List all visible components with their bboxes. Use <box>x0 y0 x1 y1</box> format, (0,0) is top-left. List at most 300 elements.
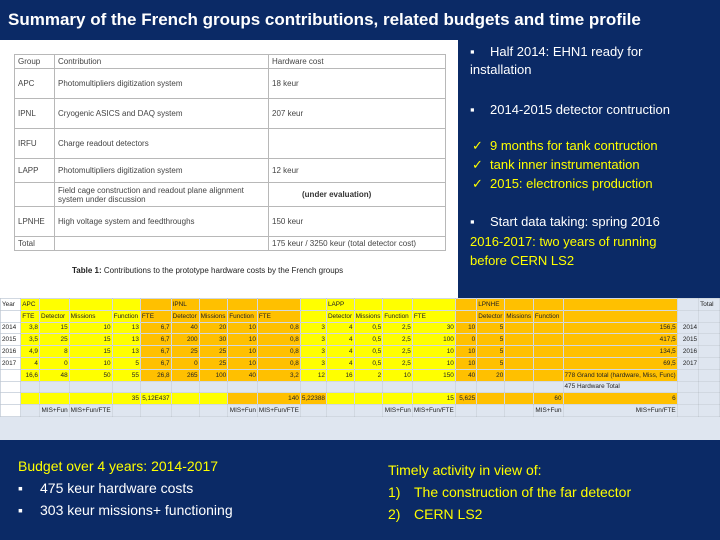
budget-cell: Missions <box>354 310 383 322</box>
budget-cell: 30 <box>412 322 455 334</box>
budget-cell: LAPP <box>326 299 354 311</box>
budget-cell: 15 <box>39 322 69 334</box>
contribution-cell: Charge readout detectors <box>55 129 269 159</box>
budget-cell <box>677 405 698 417</box>
budget-grid-row <box>1 322 720 334</box>
budget-cell: Detector <box>477 310 505 322</box>
budget-grid-row <box>1 405 720 417</box>
budget-cell: 10 <box>228 346 258 358</box>
budget-cell <box>505 334 534 346</box>
budget-cell: 5 <box>477 346 505 358</box>
budget-grid-row <box>1 357 720 369</box>
budget-cell: 0,8 <box>257 322 300 334</box>
budget-cell <box>21 405 40 417</box>
budget-cell: Year <box>1 299 21 311</box>
budget-cell: 0,8 <box>257 346 300 358</box>
group-cell: IPNL <box>15 99 55 129</box>
budget-cell <box>199 405 228 417</box>
slide-title: Summary of the French groups contributions, related budgets and time profile <box>8 10 641 29</box>
budget-cell: 134,5 <box>563 346 677 358</box>
budget-cell <box>477 393 505 405</box>
budget-grid-row <box>1 369 720 381</box>
budget-cell <box>677 369 698 381</box>
budget-cell: 5,12E437 <box>140 393 171 405</box>
activity-item <box>388 506 482 522</box>
budget-cell: 6,7 <box>140 346 171 358</box>
budget-cell: MIS+Fun <box>533 405 563 417</box>
table-row <box>15 129 446 159</box>
budget-cell: 5 <box>477 357 505 369</box>
budget-cell <box>140 405 171 417</box>
budget-cell <box>1 393 21 405</box>
budget-cell: 100 <box>412 334 455 346</box>
budget-cell: 10 <box>69 322 112 334</box>
budget-cell: MIS+Fun/FTE <box>69 405 112 417</box>
cost-cell: 207 keur <box>269 99 446 129</box>
contribution-cell: Field cage construction and readout plane alignment system under discussion <box>55 183 269 207</box>
timeline-text: before CERN LS2 <box>470 253 575 268</box>
budget-cell: 0,5 <box>354 322 383 334</box>
budget-cell: FTE <box>257 310 300 322</box>
budget-cell <box>699 310 720 322</box>
budget-cell <box>69 393 112 405</box>
budget-grid-row <box>1 381 720 393</box>
cost-cell <box>269 183 446 207</box>
budget-cell: 140 <box>257 393 300 405</box>
budget-cell: 2017 <box>1 357 21 369</box>
budget-cell: 3 <box>300 346 326 358</box>
item-number: 1) <box>388 484 401 500</box>
budget-cell: 10 <box>412 357 455 369</box>
budget-cell <box>533 322 563 334</box>
budget-cell: 6 <box>563 393 677 405</box>
budget-cell: 10 <box>69 357 112 369</box>
budget-cell <box>354 299 383 311</box>
budget-cell <box>1 369 21 381</box>
budget-cell: 5 <box>477 334 505 346</box>
summary-panel <box>0 440 720 540</box>
budget-cell: 20 <box>477 369 505 381</box>
budget-cell: FTE <box>412 310 455 322</box>
budget-cell: 55 <box>112 369 140 381</box>
budget-cell: 5 <box>112 357 140 369</box>
budget-cell <box>677 310 698 322</box>
budget-cell: 6,7 <box>140 334 171 346</box>
budget-cell <box>699 357 720 369</box>
header-contribution: Contribution <box>55 55 269 69</box>
budget-cell: Function <box>533 310 563 322</box>
check-text: 9 months for tank contruction <box>490 138 658 153</box>
budget-cell <box>326 405 354 417</box>
budget-cell: 778 Grand total (hardware, Miss, Func) <box>563 369 677 381</box>
budget-cell <box>412 299 455 311</box>
budget-cell: 4 <box>326 357 354 369</box>
budget-cell: 2,5 <box>383 334 413 346</box>
budget-cell <box>354 405 383 417</box>
budget-cell <box>563 299 677 311</box>
caption-label: Table 1: <box>72 266 102 275</box>
budget-cell: Detector <box>326 310 354 322</box>
budget-cell: 2,5 <box>383 346 413 358</box>
budget-cell <box>477 381 505 393</box>
table-row <box>15 159 446 183</box>
budget-cell: 3,2 <box>257 369 300 381</box>
budget-cell: 10 <box>228 334 258 346</box>
budget-cell: Missions <box>505 310 534 322</box>
budget-cell: 2016 <box>1 346 21 358</box>
budget-item <box>18 502 233 518</box>
cost-cell <box>269 129 446 159</box>
budget-cell: 12 <box>300 369 326 381</box>
budget-cell: LPNHE <box>477 299 505 311</box>
budget-cell: 2014 <box>677 322 698 334</box>
budget-cell <box>199 393 228 405</box>
budget-cell: 265 <box>171 369 199 381</box>
budget-cell: 150 <box>412 369 455 381</box>
contribution-cell: Cryogenic ASICS and DAQ system <box>55 99 269 129</box>
header-hardware-cost: Hardware cost <box>269 55 446 69</box>
budget-cell: 156,5 <box>563 322 677 334</box>
timeline-item <box>470 44 642 59</box>
budget-cell: Detector <box>39 310 69 322</box>
budget-cell: MIS+Fun/FTE <box>412 405 455 417</box>
budget-cell: Missions <box>69 310 112 322</box>
budget-cell: Function <box>112 310 140 322</box>
budget-cell: 5,22388 <box>300 393 326 405</box>
contribution-cell <box>55 237 269 251</box>
budget-cell: 0,5 <box>354 334 383 346</box>
budget-cell: 3,5 <box>21 334 40 346</box>
budget-cell: 40 <box>228 369 258 381</box>
budget-cell: 4,9 <box>21 346 40 358</box>
budget-cell: 13 <box>112 334 140 346</box>
budget-cell <box>171 405 199 417</box>
budget-cell <box>21 381 40 393</box>
group-cell: APC <box>15 69 55 99</box>
budget-cell: 0 <box>171 357 199 369</box>
budget-cell: 0 <box>39 357 69 369</box>
budget-cell: 5 <box>477 322 505 334</box>
budget-cell <box>69 381 112 393</box>
timeline-text: Start data taking: spring 2016 <box>490 214 660 229</box>
budget-cell <box>300 310 326 322</box>
budget-cell: 6,7 <box>140 322 171 334</box>
budget-cell <box>677 381 698 393</box>
table-caption <box>72 266 343 275</box>
budget-cell: 5,625 <box>455 393 476 405</box>
budget-cell: 4 <box>326 322 354 334</box>
budget-cell <box>477 405 505 417</box>
budget-cell <box>326 393 354 405</box>
budget-cell: IPNL <box>171 299 199 311</box>
budget-cell <box>505 381 534 393</box>
budget-cell <box>455 299 476 311</box>
timeline-text: 2014-2015 detector contruction <box>490 102 670 117</box>
budget-cell: 25 <box>199 357 228 369</box>
budget-cell <box>300 405 326 417</box>
budget-cell <box>228 299 258 311</box>
check-item <box>472 176 653 192</box>
budget-cell <box>300 299 326 311</box>
budget-cell: 475 Hardware Total <box>563 381 677 393</box>
budget-cell <box>455 381 476 393</box>
budget-cell <box>199 381 228 393</box>
budget-cell: FTE <box>21 310 40 322</box>
budget-cell <box>228 393 258 405</box>
budget-cell: 10 <box>455 322 476 334</box>
budget-cell: Detector <box>171 310 199 322</box>
budget-cell: APC <box>21 299 40 311</box>
budget-cell: 100 <box>199 369 228 381</box>
budget-cell: 200 <box>171 334 199 346</box>
budget-cell: 10 <box>455 357 476 369</box>
budget-cell <box>505 346 534 358</box>
cost-cell: 12 keur <box>269 159 446 183</box>
budget-cell: 13 <box>112 346 140 358</box>
group-cell: IRFU <box>15 129 55 159</box>
budget-cell <box>677 299 698 311</box>
budget-cell: 40 <box>171 322 199 334</box>
budget-cell: 40 <box>455 369 476 381</box>
square-bullet-icon: ▪ <box>18 480 23 496</box>
budget-cell: 0 <box>455 334 476 346</box>
budget-cell <box>699 405 720 417</box>
budget-cell: 15 <box>69 334 112 346</box>
budget-cell: 25 <box>39 334 69 346</box>
budget-cell: 0,5 <box>354 346 383 358</box>
budget-cell <box>171 393 199 405</box>
budget-cell: MIS+Fun <box>39 405 69 417</box>
budget-cell <box>699 393 720 405</box>
budget-cell <box>354 393 383 405</box>
timeline-text: installation <box>470 62 532 77</box>
timeline-text: Half 2014: EHN1 ready for <box>490 44 643 59</box>
checkmark-icon: ✓ <box>472 138 483 153</box>
table-row <box>15 207 446 237</box>
budget-cell <box>533 369 563 381</box>
budget-cell: 2,5 <box>383 322 413 334</box>
budget-item <box>18 480 193 496</box>
contribution-table-panel <box>0 40 458 298</box>
budget-cell <box>505 393 534 405</box>
square-bullet-icon: ▪ <box>470 214 475 229</box>
budget-grid-panel <box>0 298 720 440</box>
check-item <box>472 138 658 154</box>
budget-cell <box>563 310 677 322</box>
budget-cell: 2,5 <box>383 357 413 369</box>
budget-cell: FTE <box>140 310 171 322</box>
table-row <box>15 183 446 207</box>
check-item <box>472 157 640 173</box>
checkmark-icon: ✓ <box>472 176 483 191</box>
budget-cell <box>383 381 413 393</box>
budget-cell: 25 <box>171 346 199 358</box>
budget-grid-row <box>1 346 720 358</box>
cost-cell: 18 keur <box>269 69 446 99</box>
budget-cell: 48 <box>39 369 69 381</box>
budget-cell: MIS+Fun/FTE <box>257 405 300 417</box>
budget-cell: 0,5 <box>354 357 383 369</box>
activity-text: CERN LS2 <box>414 506 483 522</box>
title-bar <box>0 0 720 40</box>
budget-cell <box>505 322 534 334</box>
budget-cell <box>533 346 563 358</box>
budget-cell: 2014 <box>1 322 21 334</box>
budget-cell: 4 <box>21 357 40 369</box>
budget-cell <box>300 381 326 393</box>
group-cell: LPNHE <box>15 207 55 237</box>
budget-cell: 2016 <box>677 346 698 358</box>
budget-cell <box>228 381 258 393</box>
cost-cell: 175 keur / 3250 keur (total detector cost) <box>269 237 446 251</box>
budget-cell: 4 <box>326 334 354 346</box>
budget-cell: 16 <box>326 369 354 381</box>
square-bullet-icon: ▪ <box>470 102 475 117</box>
contribution-cell: High voltage system and feedthroughs <box>55 207 269 237</box>
budget-cell: 3 <box>300 357 326 369</box>
contribution-table <box>14 54 446 251</box>
budget-cell: 3,8 <box>21 322 40 334</box>
budget-cell: 2015 <box>677 334 698 346</box>
budget-cell: 0,8 <box>257 334 300 346</box>
budget-cell <box>699 346 720 358</box>
budget-item-text: 475 keur hardware costs <box>40 480 194 496</box>
budget-cell <box>39 393 69 405</box>
budget-cell: 10 <box>455 346 476 358</box>
square-bullet-icon: ▪ <box>470 44 475 59</box>
budget-cell: MIS+Fun/FTE <box>563 405 677 417</box>
budget-cell: 20 <box>199 322 228 334</box>
budget-cell <box>505 357 534 369</box>
budget-cell: 26,8 <box>140 369 171 381</box>
budget-cell: 3 <box>300 322 326 334</box>
budget-cell: 2 <box>354 369 383 381</box>
budget-cell <box>257 381 300 393</box>
item-number: 2) <box>388 506 401 522</box>
timeline-panel <box>458 40 720 298</box>
budget-cell <box>412 381 455 393</box>
budget-cell <box>112 299 140 311</box>
budget-cell <box>257 299 300 311</box>
budget-cell: 30 <box>199 334 228 346</box>
contribution-cell: Photomultipliers digitization system <box>55 69 269 99</box>
budget-cell: 3 <box>300 334 326 346</box>
budget-cell: 25 <box>199 346 228 358</box>
budget-grid-row <box>1 310 720 322</box>
budget-cell: 13 <box>112 322 140 334</box>
table-row <box>15 99 446 129</box>
caption-text: Contributions to the prototype hardware costs by the French groups <box>101 266 344 275</box>
budget-cell: Total <box>699 299 720 311</box>
table-row <box>15 69 446 99</box>
budget-cell <box>699 381 720 393</box>
budget-cell: 8 <box>39 346 69 358</box>
budget-cell <box>505 405 534 417</box>
budget-grid <box>0 298 720 417</box>
budget-cell <box>505 369 534 381</box>
budget-cell <box>39 299 69 311</box>
budget-cell <box>354 381 383 393</box>
budget-cell: 0,8 <box>257 357 300 369</box>
budget-cell: 16,6 <box>21 369 40 381</box>
budget-item-text: 303 keur missions+ functioning <box>40 502 233 518</box>
budget-cell <box>533 357 563 369</box>
budget-cell <box>677 393 698 405</box>
cost-cell: 150 keur <box>269 207 446 237</box>
budget-cell <box>455 405 476 417</box>
activity-item <box>388 484 631 500</box>
budget-cell <box>140 299 171 311</box>
square-bullet-icon: ▪ <box>18 502 23 518</box>
budget-cell: MIS+Fun <box>228 405 258 417</box>
budget-cell: 10 <box>228 322 258 334</box>
budget-cell <box>39 381 69 393</box>
budget-cell: 15 <box>412 393 455 405</box>
budget-cell <box>199 299 228 311</box>
budget-grid-row <box>1 334 720 346</box>
group-cell <box>15 183 55 207</box>
budget-cell <box>699 369 720 381</box>
budget-cell <box>171 381 199 393</box>
budget-cell: 35 <box>112 393 140 405</box>
budget-cell <box>326 381 354 393</box>
check-text: 2015: electronics production <box>490 176 653 191</box>
budget-cell: 10 <box>228 357 258 369</box>
budget-heading: Budget over 4 years: 2014-2017 <box>18 458 219 474</box>
budget-cell: 2017 <box>677 357 698 369</box>
budget-cell <box>112 405 140 417</box>
under-evaluation-label: (under evaluation) <box>302 190 372 199</box>
budget-cell <box>140 381 171 393</box>
budget-cell: MIS+Fun <box>383 405 413 417</box>
budget-grid-row <box>1 299 720 311</box>
budget-cell <box>455 310 476 322</box>
budget-cell: Function <box>383 310 413 322</box>
budget-cell: 15 <box>69 346 112 358</box>
budget-cell: 6,7 <box>140 357 171 369</box>
budget-cell <box>1 310 21 322</box>
budget-cell <box>383 299 413 311</box>
budget-cell: 10 <box>383 369 413 381</box>
budget-cell: 4 <box>326 346 354 358</box>
budget-grid-row <box>1 393 720 405</box>
header-group: Group <box>15 55 55 69</box>
budget-cell <box>533 381 563 393</box>
budget-cell: Function <box>228 310 258 322</box>
budget-cell <box>533 334 563 346</box>
contribution-cell: Photomultipliers digitization system <box>55 159 269 183</box>
budget-cell <box>112 381 140 393</box>
check-text: tank inner instrumentation <box>490 157 640 172</box>
activity-heading: Timely activity in view of: <box>388 462 542 478</box>
budget-cell: 10 <box>412 346 455 358</box>
budget-cell <box>699 322 720 334</box>
activity-text: The construction of the far detector <box>414 484 632 500</box>
budget-cell <box>505 299 534 311</box>
budget-cell <box>21 393 40 405</box>
timeline-text: 2016-2017: two years of running <box>470 234 657 249</box>
budget-cell: 50 <box>69 369 112 381</box>
budget-cell: 2015 <box>1 334 21 346</box>
budget-cell <box>533 299 563 311</box>
budget-cell <box>383 393 413 405</box>
group-cell: Total <box>15 237 55 251</box>
table-row-total <box>15 237 446 251</box>
budget-cell <box>69 299 112 311</box>
budget-cell: 417,5 <box>563 334 677 346</box>
group-cell: LAPP <box>15 159 55 183</box>
budget-cell: 69,5 <box>563 357 677 369</box>
